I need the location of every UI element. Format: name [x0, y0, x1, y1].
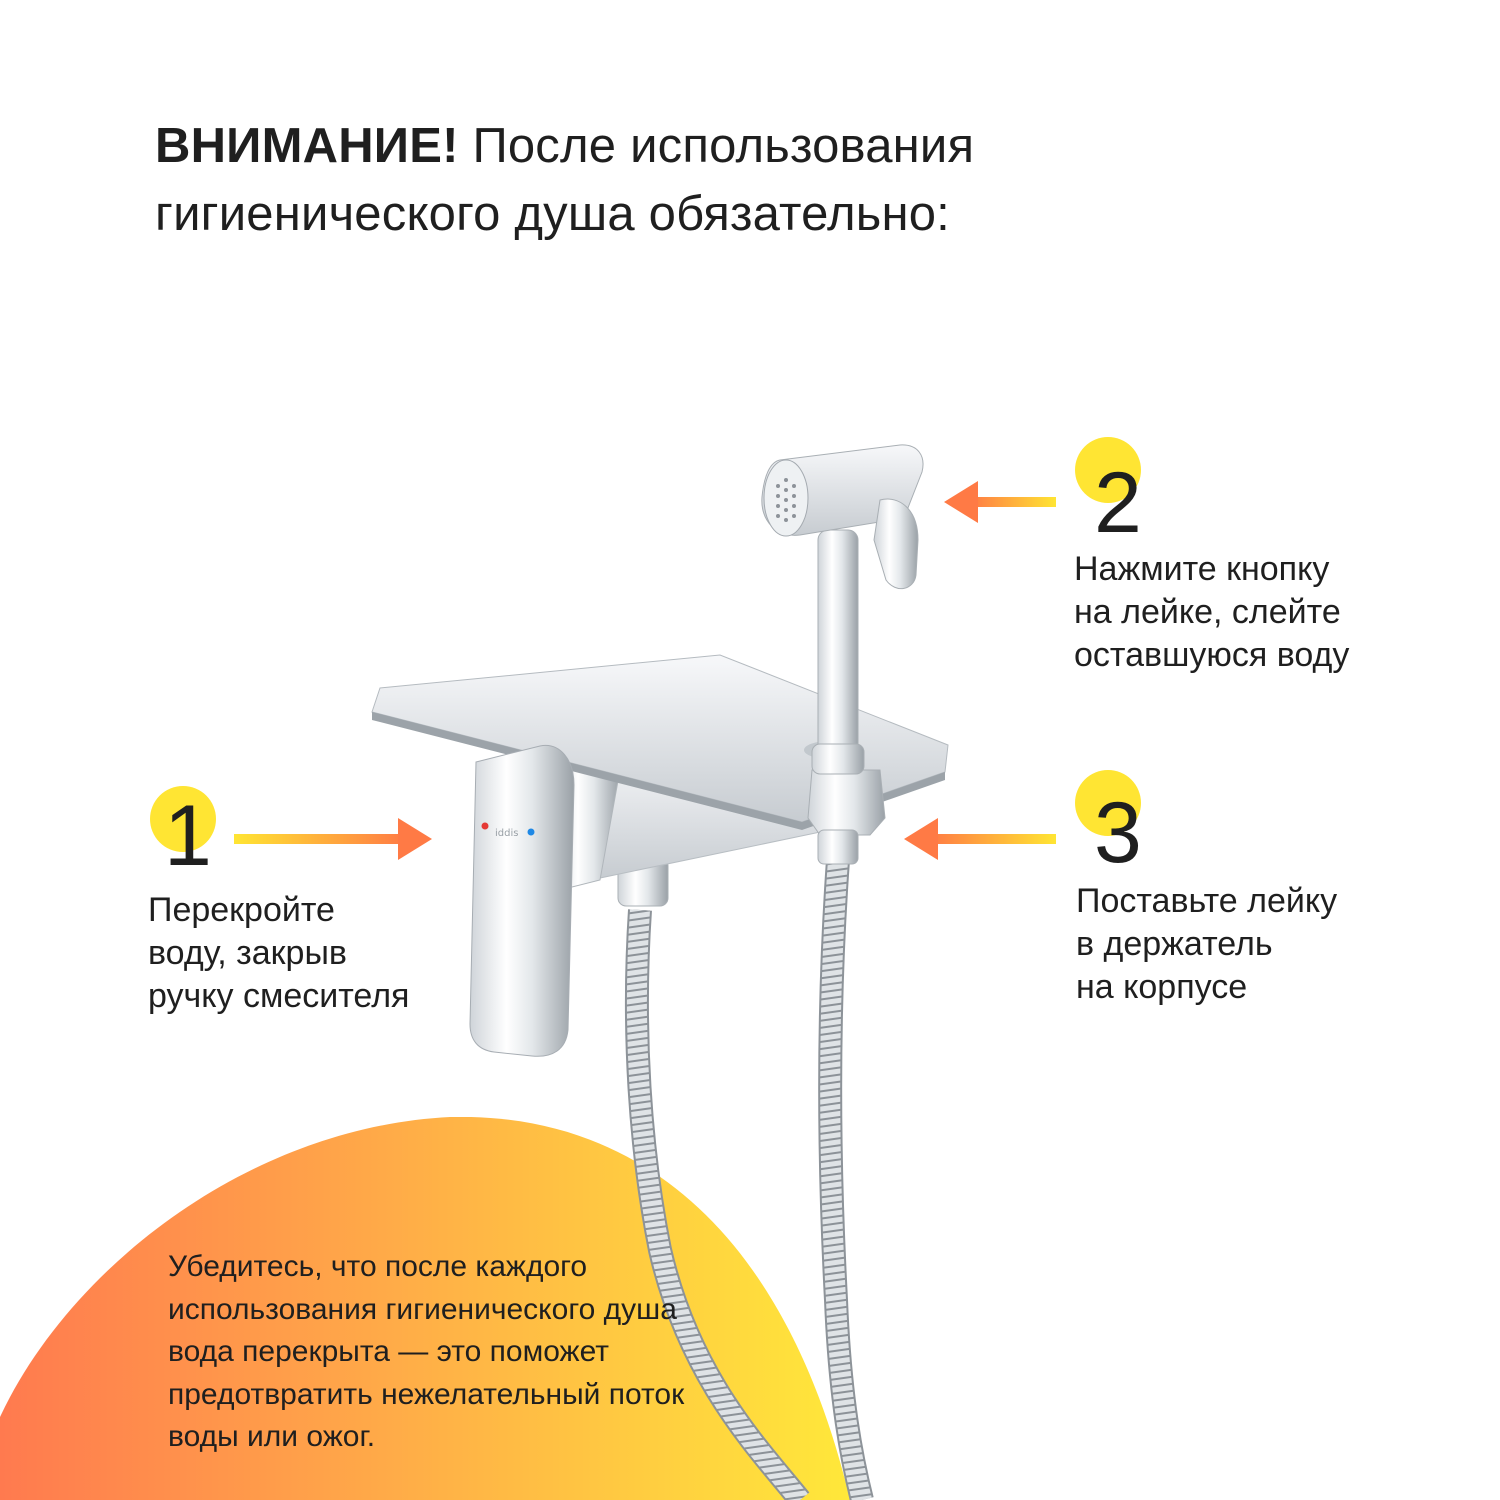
step-3-text: Поставьте лейку в держатель на корпусе [1076, 882, 1338, 1006]
headline [155, 112, 1355, 248]
step-3-number: 3 [1094, 785, 1142, 881]
step-2-text: Нажмите кнопку на лейке, слейте оставшуюся воду [1074, 550, 1350, 674]
headline-line-2: гигиенического душа обязательно: [155, 187, 950, 241]
arrow-2 [944, 481, 1056, 523]
step-1-text: Перекройте воду, закрыв ручку смесителя [148, 891, 410, 1015]
safety-note: Убедитесь, что после каждого использования гигиенического душа вода перекрыта — это поможет предотвратить нежелательный поток воды или ожог. [168, 1250, 685, 1453]
headline-rest: После использования [472, 119, 975, 173]
headline-line-1 [155, 112, 1355, 180]
step-1-number: 1 [164, 788, 212, 884]
headline-bold: ВНИМАНИЕ! [155, 119, 459, 173]
step-2-number: 2 [1094, 455, 1142, 551]
brand-logo: iddis [495, 828, 519, 839]
